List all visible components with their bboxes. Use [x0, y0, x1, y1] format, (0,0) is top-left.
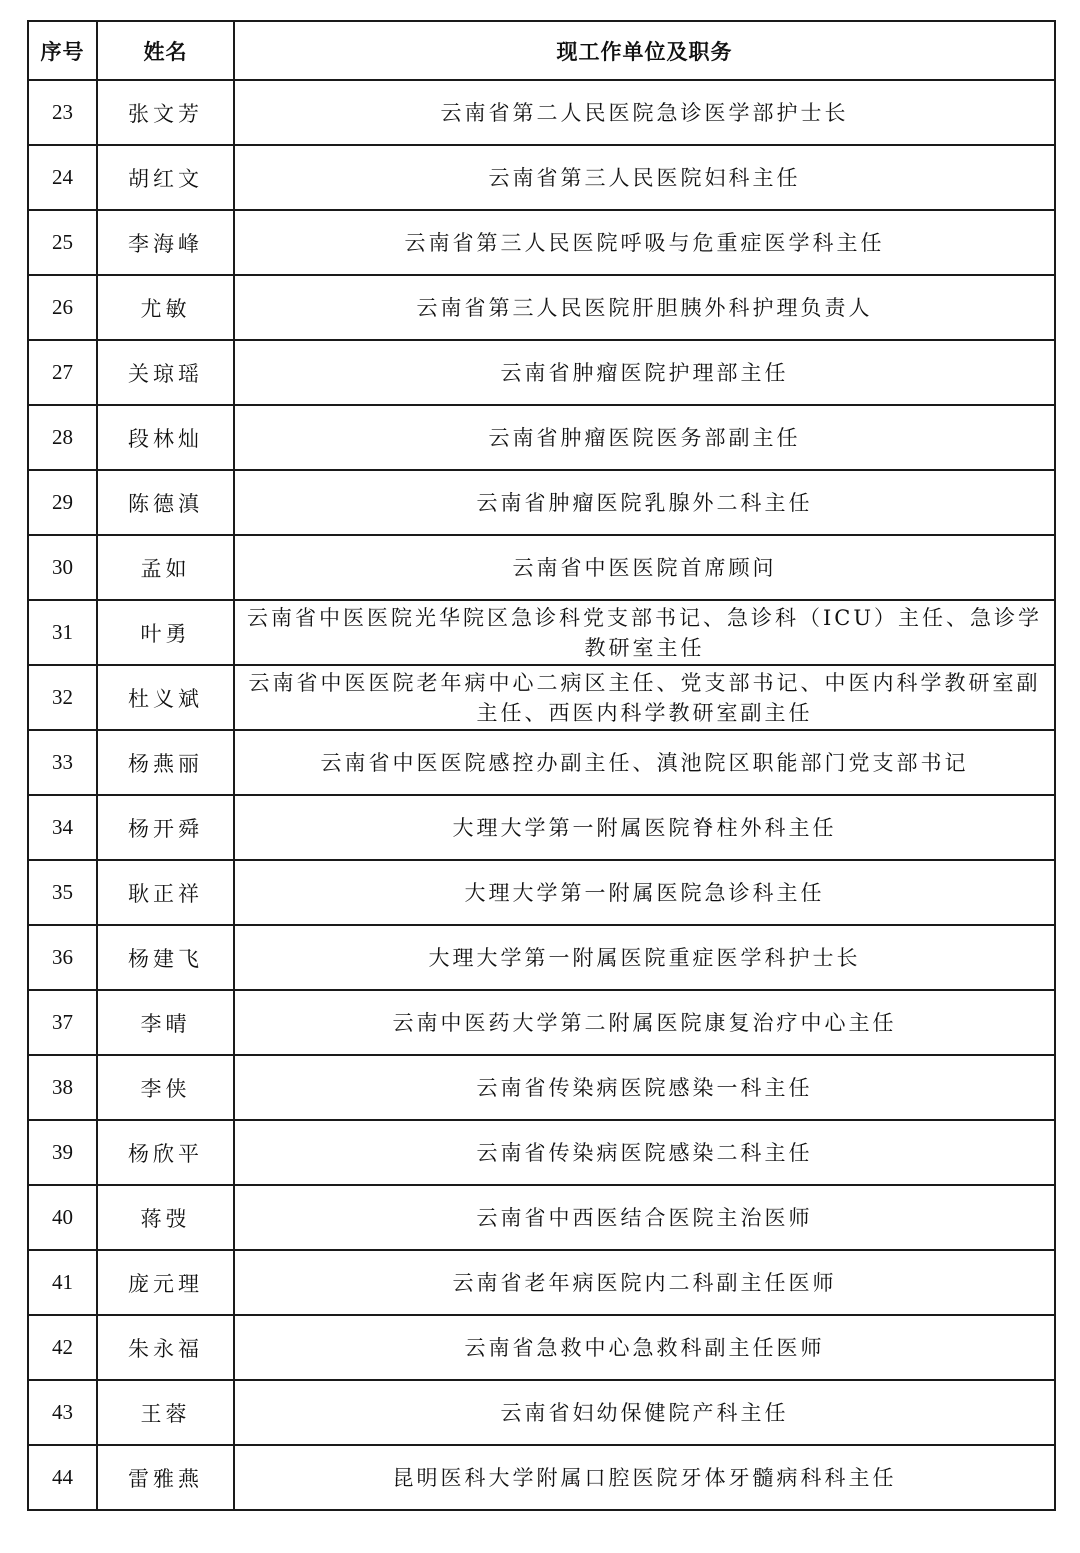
table-row	[28, 470, 1055, 535]
serial-number-cell: 23	[28, 80, 97, 145]
document-page	[27, 20, 1054, 1511]
name-cell: 关琼瑶	[97, 340, 234, 405]
header-name: 姓名	[97, 21, 234, 80]
position-cell: 云南省第三人民医院呼吸与危重症医学科主任	[234, 210, 1055, 275]
serial-number-cell: 25	[28, 210, 97, 275]
table-row	[28, 1120, 1055, 1185]
table-row	[28, 990, 1055, 1055]
name-cell: 叶勇	[97, 600, 234, 665]
table-row	[28, 1445, 1055, 1510]
serial-number-cell: 31	[28, 600, 97, 665]
table-row	[28, 1380, 1055, 1445]
table-row	[28, 1055, 1055, 1120]
serial-number-cell: 40	[28, 1185, 97, 1250]
position-cell: 云南省肿瘤医院乳腺外二科主任	[234, 470, 1055, 535]
serial-number-cell: 30	[28, 535, 97, 600]
position-cell: 云南省中医医院光华院区急诊科党支部书记、急诊科（ICU）主任、急诊学教研室主任	[234, 600, 1055, 665]
table-row	[28, 405, 1055, 470]
position-cell: 昆明医科大学附属口腔医院牙体牙髓病科科主任	[234, 1445, 1055, 1510]
serial-number-cell: 34	[28, 795, 97, 860]
table-header-row	[28, 21, 1055, 80]
position-cell: 大理大学第一附属医院急诊科主任	[234, 860, 1055, 925]
table-row	[28, 80, 1055, 145]
name-cell: 杜义斌	[97, 665, 234, 730]
position-cell: 云南省妇幼保健院产科主任	[234, 1380, 1055, 1445]
table-row	[28, 1185, 1055, 1250]
serial-number-cell: 37	[28, 990, 97, 1055]
position-cell: 云南省第三人民医院妇科主任	[234, 145, 1055, 210]
position-cell: 云南省传染病医院感染二科主任	[234, 1120, 1055, 1185]
position-cell: 云南省第三人民医院肝胆胰外科护理负责人	[234, 275, 1055, 340]
name-cell: 朱永福	[97, 1315, 234, 1380]
roster-table	[27, 20, 1056, 1511]
position-cell: 云南省中西医结合医院主治医师	[234, 1185, 1055, 1250]
table-row	[28, 1250, 1055, 1315]
name-cell: 段林灿	[97, 405, 234, 470]
name-cell: 张文芳	[97, 80, 234, 145]
name-cell: 耿正祥	[97, 860, 234, 925]
serial-number-cell: 29	[28, 470, 97, 535]
serial-number-cell: 26	[28, 275, 97, 340]
table-row	[28, 665, 1055, 730]
name-cell: 李晴	[97, 990, 234, 1055]
table-row	[28, 210, 1055, 275]
table-row	[28, 925, 1055, 990]
position-cell: 云南省急救中心急救科副主任医师	[234, 1315, 1055, 1380]
table-row	[28, 275, 1055, 340]
table-row	[28, 600, 1055, 665]
serial-number-cell: 39	[28, 1120, 97, 1185]
name-cell: 杨开舜	[97, 795, 234, 860]
table-row	[28, 860, 1055, 925]
position-cell: 大理大学第一附属医院脊柱外科主任	[234, 795, 1055, 860]
table-row	[28, 535, 1055, 600]
table-row	[28, 145, 1055, 210]
serial-number-cell: 43	[28, 1380, 97, 1445]
position-cell: 云南省第二人民医院急诊医学部护士长	[234, 80, 1055, 145]
name-cell: 杨欣平	[97, 1120, 234, 1185]
table-row	[28, 340, 1055, 405]
header-serial-number: 序号	[28, 21, 97, 80]
position-cell: 云南省肿瘤医院护理部主任	[234, 340, 1055, 405]
name-cell: 李海峰	[97, 210, 234, 275]
name-cell: 蒋弢	[97, 1185, 234, 1250]
serial-number-cell: 44	[28, 1445, 97, 1510]
name-cell: 李侠	[97, 1055, 234, 1120]
name-cell: 胡红文	[97, 145, 234, 210]
name-cell: 杨建飞	[97, 925, 234, 990]
serial-number-cell: 27	[28, 340, 97, 405]
position-cell: 云南省老年病医院内二科副主任医师	[234, 1250, 1055, 1315]
position-cell: 云南省中医医院感控办副主任、滇池院区职能部门党支部书记	[234, 730, 1055, 795]
serial-number-cell: 41	[28, 1250, 97, 1315]
table-row	[28, 730, 1055, 795]
name-cell: 王蓉	[97, 1380, 234, 1445]
header-position: 现工作单位及职务	[234, 21, 1055, 80]
name-cell: 雷雅燕	[97, 1445, 234, 1510]
position-cell: 云南省中医医院首席顾问	[234, 535, 1055, 600]
table-row	[28, 795, 1055, 860]
position-cell: 云南中医药大学第二附属医院康复治疗中心主任	[234, 990, 1055, 1055]
name-cell: 陈德滇	[97, 470, 234, 535]
position-cell: 云南省中医医院老年病中心二病区主任、党支部书记、中医内科学教研室副主任、西医内科学教研室副主任	[234, 665, 1055, 730]
position-cell: 云南省肿瘤医院医务部副主任	[234, 405, 1055, 470]
table-row	[28, 1315, 1055, 1380]
position-cell: 大理大学第一附属医院重症医学科护士长	[234, 925, 1055, 990]
serial-number-cell: 28	[28, 405, 97, 470]
name-cell: 庞元理	[97, 1250, 234, 1315]
name-cell: 尤敏	[97, 275, 234, 340]
serial-number-cell: 33	[28, 730, 97, 795]
name-cell: 孟如	[97, 535, 234, 600]
name-cell: 杨燕丽	[97, 730, 234, 795]
serial-number-cell: 24	[28, 145, 97, 210]
position-cell: 云南省传染病医院感染一科主任	[234, 1055, 1055, 1120]
serial-number-cell: 42	[28, 1315, 97, 1380]
serial-number-cell: 32	[28, 665, 97, 730]
serial-number-cell: 35	[28, 860, 97, 925]
serial-number-cell: 38	[28, 1055, 97, 1120]
serial-number-cell: 36	[28, 925, 97, 990]
